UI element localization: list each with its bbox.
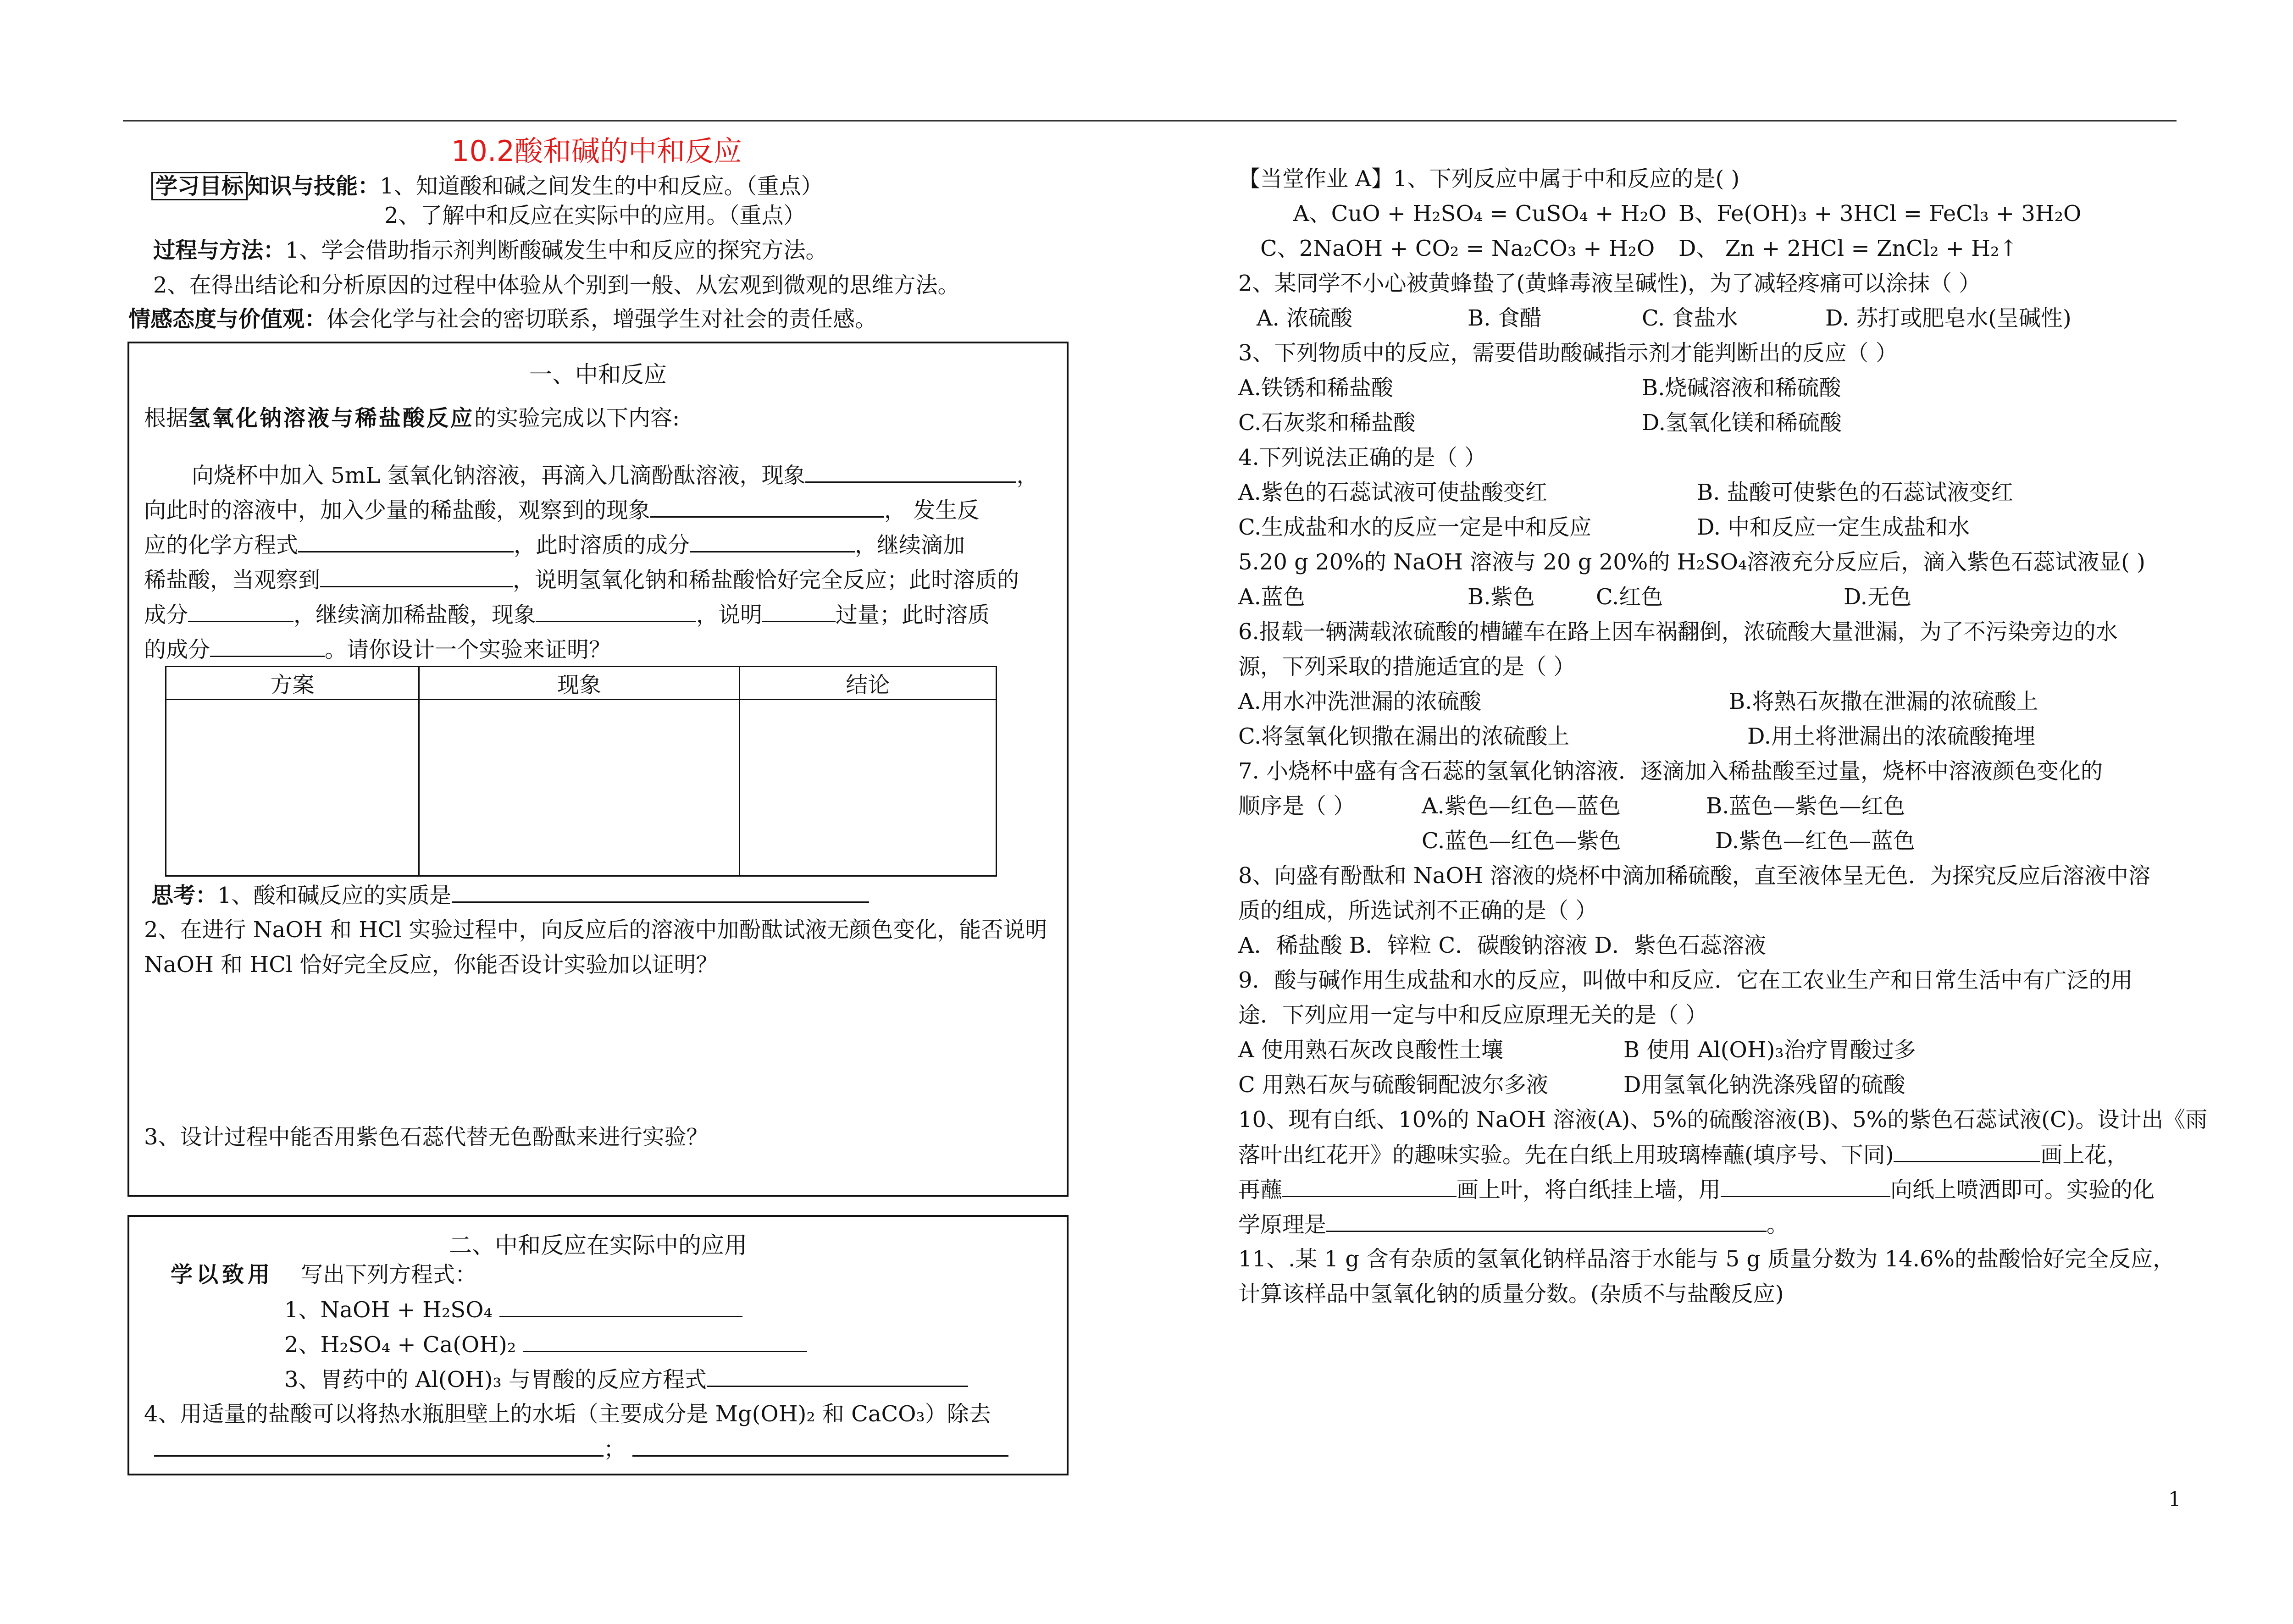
q10-leaf-blank[interactable] (1282, 1176, 1457, 1197)
table-cell-plan[interactable] (166, 700, 419, 876)
think-3: 3、设计过程中能否用紫色石蕊代替无色酚酞来进行实验？ (144, 1124, 709, 1150)
hw-q6-d: D.用土将泄漏出的浓硫酸掩埋 (1747, 724, 2036, 749)
table-header-phenomenon: 现象 (419, 667, 739, 700)
hw-q6-c: C.将氢氧化钡撒在漏出的浓硫酸上 (1238, 724, 1570, 749)
eq3-line (284, 1365, 968, 1393)
s1-p4b: ，说明氢氧化钠和稀盐酸恰好完全反应；此时溶质的 (513, 567, 1019, 593)
intro-text-a: 根据 (144, 405, 188, 431)
s1-p1b: ， (1016, 463, 1039, 488)
hw-q1-c: C、2NaOH + CO₂ = Na₂CO₃ + H₂O (1260, 236, 1655, 261)
hw-q8-options: A．稀盐酸 B．锌粒 C．碳酸钠溶液 D．紫色石蕊溶液 (1238, 933, 1766, 958)
table-cell-conclusion[interactable] (739, 700, 996, 876)
hw-q4: 4.下列说法正确的是（ ） (1238, 445, 1487, 470)
intro-text-c: 的实验完成以下内容: (474, 405, 680, 431)
hw-q4-c: C.生成盐和水的反应一定是中和反应 (1238, 514, 1592, 540)
s1-p2b: ， 发生反 (884, 497, 980, 523)
hw-q3-a: A.铁锈和稀盐酸 (1238, 375, 1393, 401)
hw-q9-b: B 使用 Al(OH)₃治疗胃酸过多 (1623, 1037, 1916, 1063)
hw-q2-a: A. 浓硫酸 (1257, 305, 1353, 331)
hw-q2-c: C. 食盐水 (1642, 305, 1738, 331)
think-label: 思考： (151, 883, 218, 908)
hw-q2-b: B. 食醋 (1468, 305, 1542, 331)
s1-line-4 (144, 566, 1019, 594)
s1-line-6 (144, 635, 611, 663)
hw-q2: 2、某同学不小心被黄蜂蛰了(黄蜂毒液呈碱性)，为了减轻疼痛可以涂抹（ ） (1238, 271, 1981, 296)
process-1: 1、学会借助指示剂判断酸碱发生中和反应的探究方法。 (285, 238, 828, 263)
think-line-1 (151, 881, 869, 909)
eq2-label: 2、H₂SO₄ + Ca(OH)₂ (284, 1332, 516, 1358)
think-2b: NaOH 和 HCl 恰好完全反应，你能否设计实验加以证明？ (144, 952, 718, 978)
intro-reaction: 氢氧化钠溶液与稀盐酸反应 (188, 405, 475, 431)
solute-blank-1[interactable] (690, 531, 855, 552)
hw-q5-a: A.蓝色 (1238, 584, 1305, 610)
hw-q6-a: A.用水冲洗泄漏的浓硫酸 (1238, 689, 1481, 714)
s1-p2a: 向此时的溶液中，加入少量的稀盐酸，观察到的现象 (144, 497, 651, 523)
q4-blank-1[interactable] (154, 1435, 604, 1457)
q10-spray-blank[interactable] (1721, 1176, 1890, 1197)
q10d-text: 学原理是 (1238, 1212, 1327, 1237)
s1-p3c: ，继续滴加 (855, 532, 965, 558)
hw-q5-c: C.红色 (1596, 584, 1663, 610)
hw-q11b: 计算该样品中氢氧化钠的质量分数。(杂质不与盐酸反应) (1238, 1281, 1784, 1307)
section2-q4: 4、用适量的盐酸可以将热水瓶胆壁上的水垢（主要成分是 Mg(OH)₂ 和 CaCO₃）除去 (144, 1401, 991, 1427)
hw-q5-b: B.紫色 (1468, 584, 1535, 610)
s1-p5a: 成分 (144, 602, 188, 628)
s1-line-1 (192, 461, 1038, 489)
eq2-line (284, 1331, 807, 1359)
objectives-line-1 (151, 172, 823, 200)
q10b-text: 落叶出红花开》的趣味实验。先在白纸上用玻璃棒蘸(填序号、下同) (1238, 1142, 1894, 1168)
top-rule (123, 120, 2177, 122)
s1-p4a: 稀盐酸，当观察到 (144, 567, 321, 593)
hw-q4-a: A.紫色的石蕊试液可使盐酸变红 (1238, 480, 1547, 505)
hw-q6a: 6.报载一辆满载浓硫酸的槽罐车在路上因车祸翻倒，浓硫酸大量泄漏，为了不污染旁边的水 (1238, 619, 2118, 645)
s1-p1a: 向烧杯中加入 5mL 氢氧化钠溶液，再滴入几滴酚酞溶液，现象 (192, 463, 806, 488)
essence-blank[interactable] (452, 881, 869, 903)
table-header-plan: 方案 (166, 667, 419, 700)
q10b-text-2: 画上花， (2040, 1142, 2129, 1168)
phenomenon-blank-2[interactable] (650, 496, 884, 518)
knowledge-1: 1、知道酸和碱之间发生的中和反应。（重点） (380, 173, 823, 199)
hw-q9-c: C 用熟石灰与硫酸铜配波尔多液 (1238, 1072, 1548, 1098)
eq1-line (284, 1296, 742, 1324)
table-row (166, 700, 997, 876)
section1-heading: 一、中和反应 (529, 361, 667, 388)
s1-p5c: ，说明 (696, 602, 763, 628)
hw-q3-c: C.石灰浆和稀盐酸 (1238, 410, 1416, 436)
emotion-line (128, 305, 877, 333)
q10-flower-blank[interactable] (1894, 1141, 2040, 1162)
hw-q7-a: A.紫色—红色—蓝色 (1422, 793, 1621, 819)
s1-p6a: 的成分 (144, 637, 210, 663)
hw-q2-d: D. 苏打或肥皂水(呈碱性) (1825, 305, 2071, 331)
q10c-text: 再蘸 (1238, 1177, 1283, 1203)
objectives-tag: 学习目标 (151, 172, 248, 200)
s1-p3a: 应的化学方程式 (144, 532, 299, 558)
q10d-text-2: 。 (1767, 1212, 1789, 1237)
q10c-text-2: 画上叶，将白纸挂上墙，用 (1457, 1177, 1721, 1203)
hw-q1-d: D、 Zn + 2HCl = ZnCl₂ + H₂↑ (1678, 236, 2018, 261)
hw-q9-d: D用氢氧化钠洗涤残留的硫酸 (1623, 1072, 1905, 1098)
hw-q3: 3、下列物质中的反应，需要借助酸碱指示剂才能判断出的反应（ ） (1238, 340, 1898, 366)
hw-q4-b: B. 盐酸可使紫色的石蕊试液变红 (1697, 480, 2013, 505)
process-label: 过程与方法： (153, 238, 286, 263)
phenomenon-blank-3[interactable] (536, 601, 696, 622)
experiment-table (165, 666, 997, 877)
hw-q7b: 顺序是（ ） (1238, 793, 1356, 819)
process-line (153, 237, 828, 264)
s1-p6b: 。请你设计一个实验来证明？ (325, 637, 611, 663)
eq1-label: 1、NaOH + H₂SO₄ (284, 1297, 493, 1323)
s1-p5d: 过量；此时溶质 (836, 602, 990, 628)
hw-q1: 【当堂作业 A】1、下列反应中属于中和反应的是( ) (1238, 166, 1740, 192)
q4-answer-line (154, 1435, 1008, 1463)
eq1-blank[interactable] (499, 1296, 742, 1317)
table-header-row (166, 667, 997, 700)
equation-blank[interactable] (298, 531, 514, 552)
process-2: 2、在得出结论和分析原因的过程中体验从个别到一般、从宏观到微观的思维方法。 (153, 272, 960, 298)
hw-q10c (1238, 1176, 2155, 1204)
q4-blank-2[interactable] (632, 1435, 1008, 1457)
knowledge-label: 知识与技能： (248, 173, 380, 199)
page-number: 1 (2168, 1488, 2181, 1511)
hw-q4-d: D. 中和反应一定生成盐和水 (1697, 514, 1970, 540)
s1-p3b: ，此时溶质的成分 (514, 532, 690, 558)
section2-instruction-line (171, 1261, 477, 1288)
hw-q9a: 9．酸与碱作用生成盐和水的反应，叫做中和反应．它在工农业生产和日常生活中有广泛的用 (1238, 967, 2133, 993)
page-title: 10.2酸和碱的中和反应 (451, 134, 742, 168)
hw-q8a: 8、向盛有酚酞和 NaOH 溶液的烧杯中滴加稀硫酸，直至液体呈无色．为探究反应后溶液中溶 (1238, 863, 2150, 889)
hw-q8b: 质的组成，所选试剂不正确的是（ ） (1238, 898, 1598, 923)
q10c-text-3: 向纸上喷洒即可。实验的化 (1890, 1177, 2155, 1203)
hw-q9-a: A 使用熟石灰改良酸性土壤 (1238, 1037, 1503, 1063)
think-2a: 2、在进行 NaOH 和 HCl 实验过程中，向反应后的溶液中加酚酞试液无颜色变化，能否说明 (144, 917, 1047, 943)
section1-intro (144, 404, 680, 432)
hw-q5: 5.20 g 20%的 NaOH 溶液与 20 g 20%的 H₂SO₄溶液充分反应后，滴入紫色石蕊试液显( ) (1238, 549, 2145, 575)
eq2-blank[interactable] (523, 1331, 807, 1352)
s1-line-5 (144, 601, 990, 629)
solute-blank-2[interactable] (188, 601, 294, 622)
section2-tag: 学以致用 (171, 1262, 274, 1287)
hw-q7a: 7. 小烧杯中盛有含石蕊的氢氧化钠溶液．逐滴加入稀盐酸至过量，烧杯中溶液颜色变化的 (1238, 758, 2103, 784)
hw-q6-b: B.将熟石灰撒在泄漏的浓硫酸上 (1729, 689, 2038, 714)
s1-p5b: ，继续滴加稀盐酸，现象 (294, 602, 536, 628)
hw-q7-d: D.紫色—红色—蓝色 (1715, 828, 1916, 854)
s1-line-3 (144, 531, 965, 559)
think-1: 1、酸和碱反应的实质是 (217, 883, 452, 908)
hw-q7-c: C.蓝色—红色—紫色 (1422, 828, 1621, 854)
q10-principle-blank[interactable] (1326, 1210, 1767, 1232)
solute-blank-3[interactable] (210, 635, 325, 657)
excess-blank[interactable] (762, 601, 836, 622)
hw-q1-a: A、CuO + H₂SO₄ = CuSO₄ + H₂O (1293, 201, 1667, 226)
table-cell-phenomenon[interactable] (419, 700, 739, 876)
q4-separator: ； (604, 1436, 626, 1462)
hw-q1-b: B、Fe(OH)₃ + 3HCl = FeCl₃ + 3H₂O (1678, 201, 2082, 226)
table-header-conclusion: 结论 (739, 667, 996, 700)
knowledge-2: 2、了解中和反应在实际中的应用。（重点） (384, 203, 806, 228)
emotion-label: 情感态度与价值观： (128, 306, 327, 332)
hw-q10b (1238, 1141, 2128, 1169)
hw-q7-b: B.蓝色—紫色—红色 (1706, 793, 1905, 819)
hw-q11a: 11、.某 1 g 含有杂质的氢氧化钠样品溶于水能与 5 g 质量分数为 14.6%的盐酸恰好完全反应， (1238, 1246, 2175, 1272)
phenomenon-blank-1[interactable] (805, 461, 1016, 483)
hw-q6b: 源，下列采取的措施适宜的是（ ） (1238, 654, 1576, 679)
eq3-label: 3、胃药中的 Al(OH)₃ 与胃酸的反应方程式 (284, 1367, 707, 1392)
hw-q9b: 途．下列应用一定与中和反应原理无关的是（ ） (1238, 1002, 1708, 1028)
observation-blank[interactable] (320, 566, 513, 587)
hw-q5-d: D.无色 (1844, 584, 1912, 610)
section2-instruction: 写出下列方程式： (301, 1262, 477, 1287)
s1-line-2 (144, 496, 979, 524)
hw-q10a: 10、现有白纸、10%的 NaOH 溶液(A)、5%的硫酸溶液(B)、5%的紫色石蕊试液(C)。设计出《雨 (1238, 1107, 2208, 1132)
hw-q10d (1238, 1210, 1789, 1238)
hw-q3-b: B.烧碱溶液和稀硫酸 (1642, 375, 1841, 401)
eq3-blank[interactable] (707, 1365, 968, 1387)
emotion-text: 体会化学与社会的密切联系，增强学生对社会的责任感。 (327, 306, 877, 332)
hw-q3-d: D.氢氧化镁和稀硫酸 (1642, 410, 1842, 436)
section2-heading: 二、中和反应在实际中的应用 (449, 1232, 747, 1259)
